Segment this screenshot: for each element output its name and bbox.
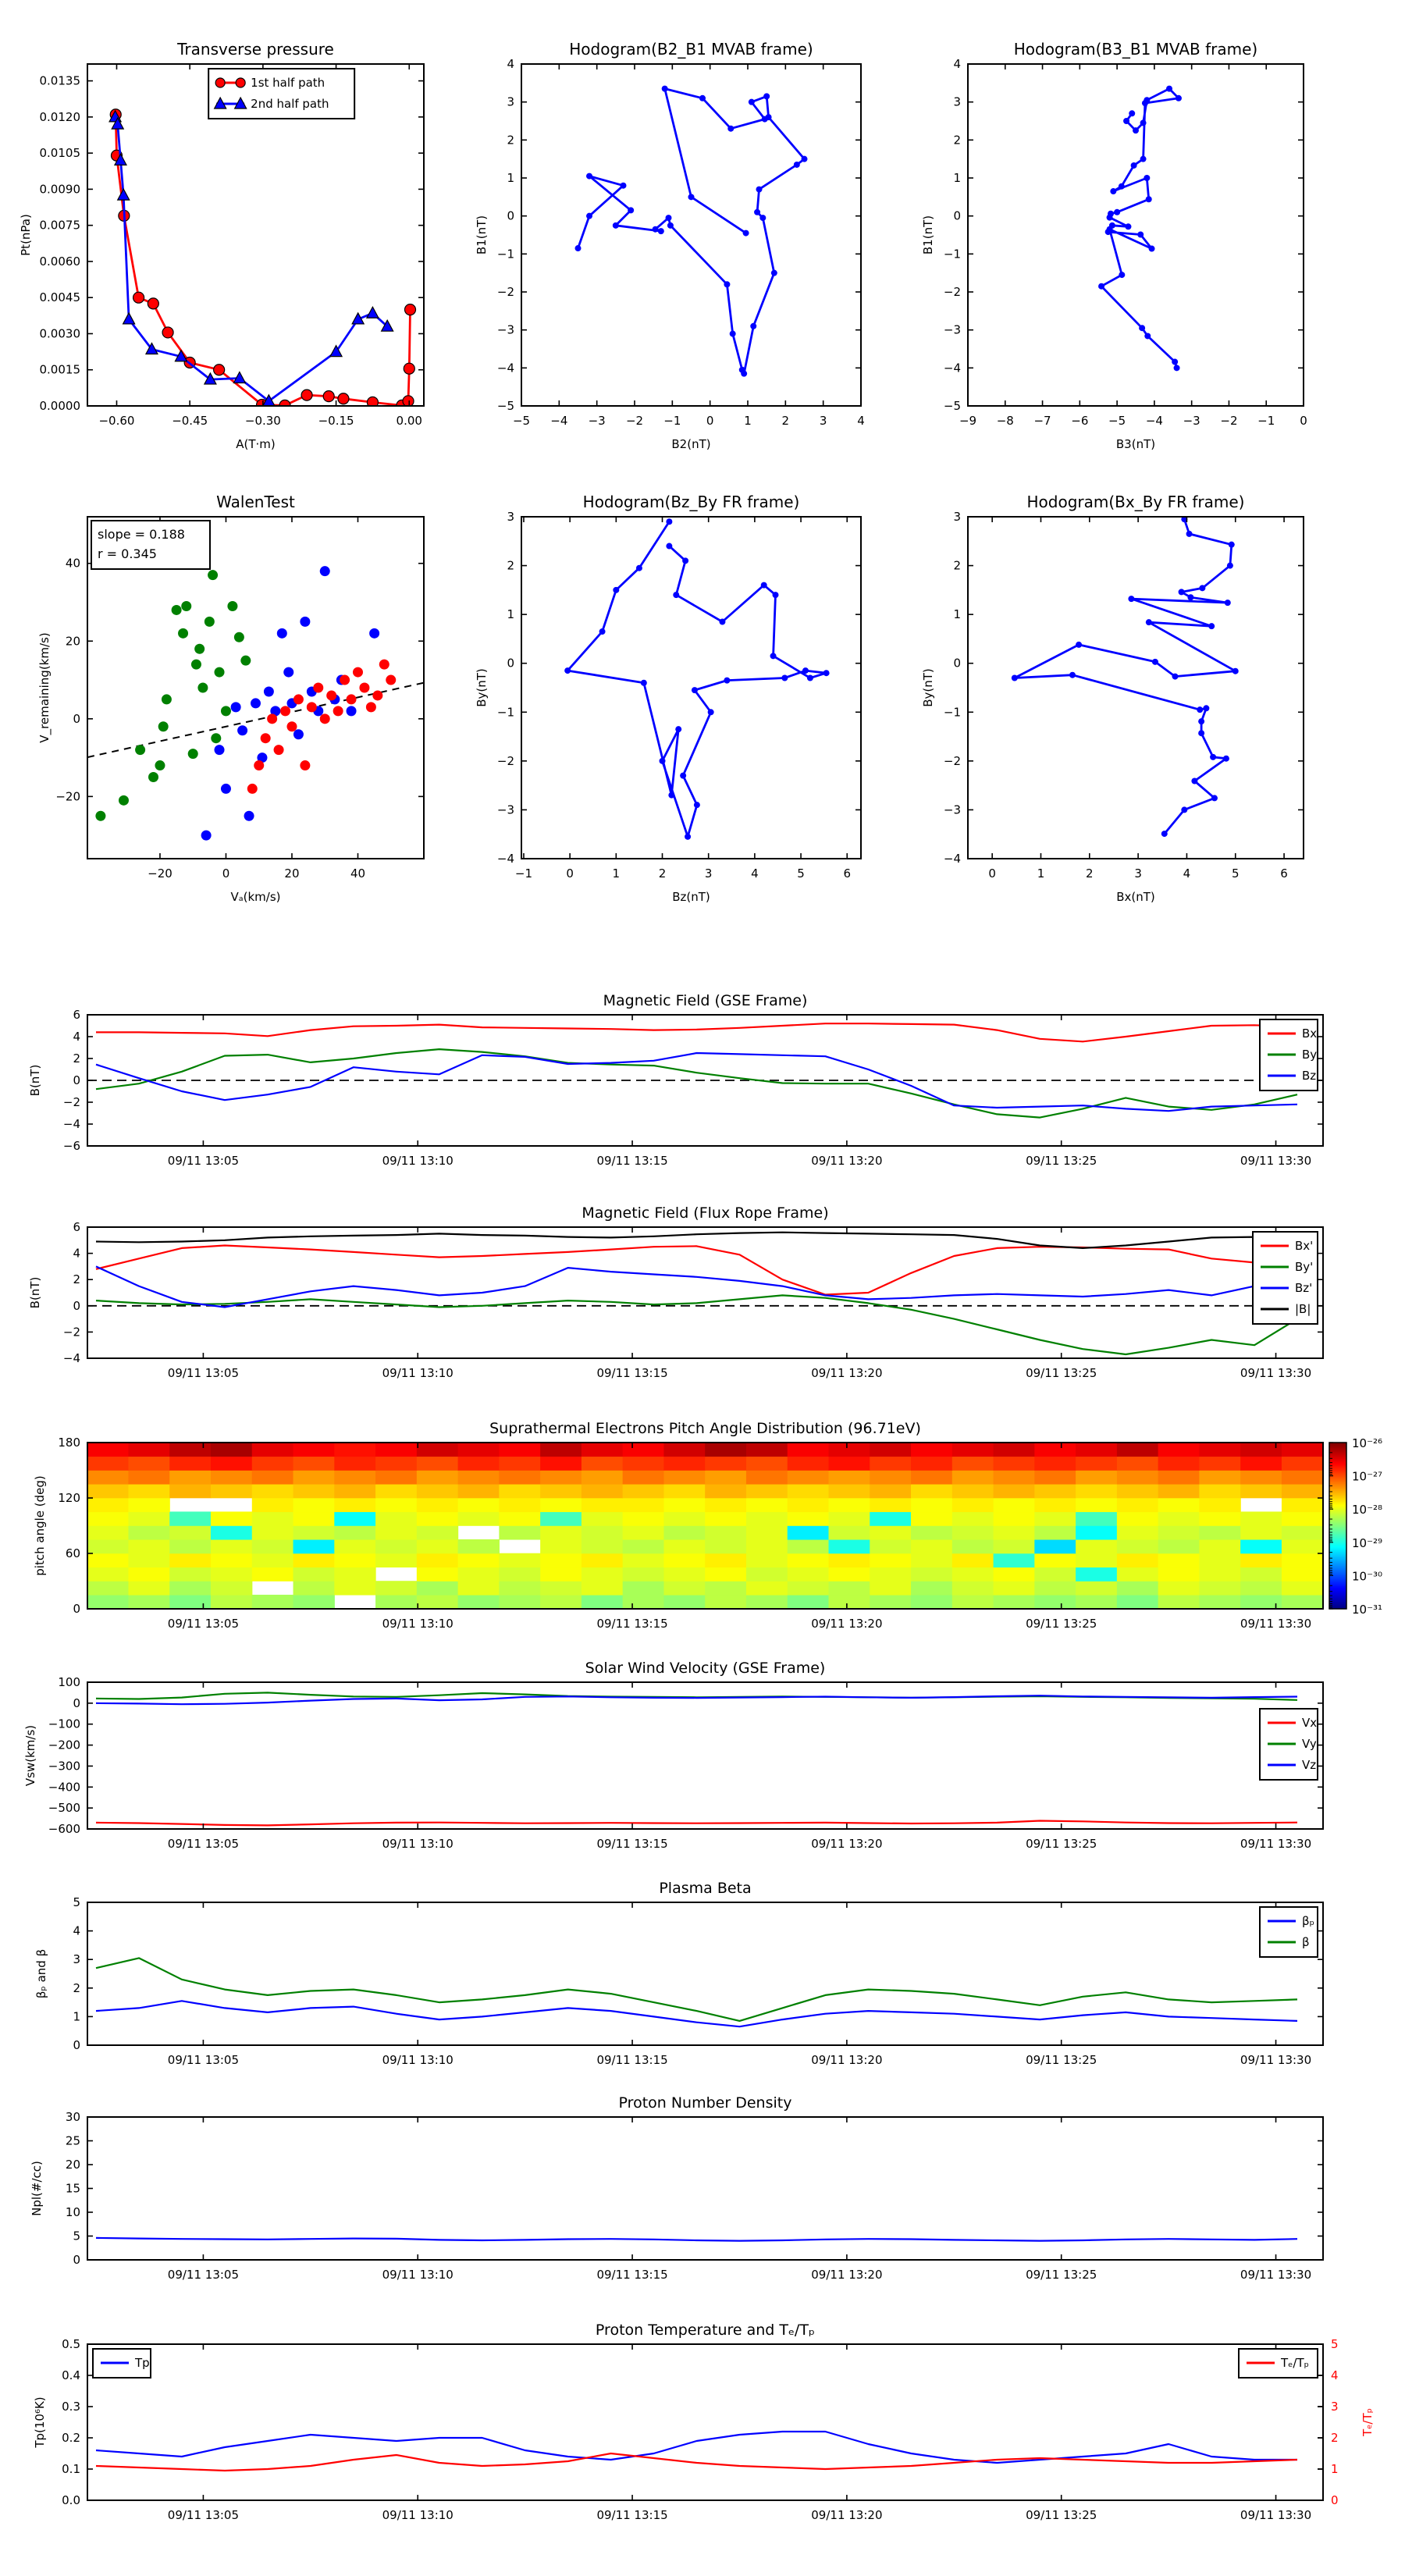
svg-text:Bx: Bx [1302, 1026, 1318, 1041]
svg-text:0: 0 [73, 1602, 80, 1616]
svg-text:Tₑ/Tₚ: Tₑ/Tₚ [1281, 2356, 1310, 2370]
svg-text:−5: −5 [512, 414, 531, 428]
svg-text:V_remaining(km/s): V_remaining(km/s) [37, 632, 52, 743]
svg-text:A(T·m): A(T·m) [236, 437, 276, 451]
svg-text:−4: −4 [496, 852, 514, 866]
svg-text:1: 1 [744, 414, 752, 428]
svg-text:09/11 13:20: 09/11 13:20 [811, 1366, 883, 1380]
svg-text:09/11 13:05: 09/11 13:05 [167, 1366, 240, 1380]
scatter-group-green [95, 570, 251, 821]
svg-text:0: 0 [988, 866, 996, 881]
svg-text:100: 100 [58, 1675, 80, 1689]
svg-text:6: 6 [73, 1220, 80, 1234]
series-Bx-By path [1015, 519, 1236, 834]
svg-text:09/11 13:25: 09/11 13:25 [1026, 2268, 1097, 2282]
svg-text:09/11 13:15: 09/11 13:15 [596, 1617, 668, 1631]
svg-text:4: 4 [751, 866, 759, 881]
svg-text:Vx: Vx [1302, 1716, 1318, 1730]
svg-text:Hodogram(Bz_By FR frame): Hodogram(Bz_By FR frame) [582, 493, 800, 511]
svg-text:Hodogram(Bx_By FR frame): Hodogram(Bx_By FR frame) [1026, 493, 1245, 511]
svg-text:0: 0 [953, 656, 961, 671]
svg-text:0.2: 0.2 [62, 2431, 80, 2445]
series-Npl [96, 2238, 1297, 2241]
svg-text:−20: −20 [148, 866, 173, 881]
svg-text:4: 4 [857, 414, 865, 428]
panel-hodogram-bz-by [475, 493, 861, 904]
svg-text:Transverse pressure: Transverse pressure [177, 40, 334, 59]
svg-text:09/11 13:15: 09/11 13:15 [596, 2508, 668, 2522]
svg-text:09/11 13:25: 09/11 13:25 [1026, 1617, 1097, 1631]
svg-text:−3: −3 [496, 802, 514, 817]
svg-text:Tp(10⁶K): Tp(10⁶K) [33, 2396, 47, 2448]
svg-text:Vy: Vy [1302, 1737, 1317, 1751]
svg-text:Bx': Bx' [1295, 1239, 1314, 1253]
plot-area-solar-wind [96, 1692, 1297, 1825]
svg-text:−1: −1 [943, 705, 961, 720]
svg-text:180: 180 [58, 1436, 80, 1450]
svg-text:Npl(#/cc): Npl(#/cc) [30, 2161, 44, 2216]
svg-text:0: 0 [73, 2038, 80, 2052]
svg-text:0.0120: 0.0120 [39, 109, 80, 124]
svg-text:slope = 0.188: slope = 0.188 [98, 527, 185, 542]
svg-text:Proton Temperature and Tₑ/Tₚ: Proton Temperature and Tₑ/Tₚ [595, 2322, 816, 2339]
svg-text:βₚ and β: βₚ and β [34, 1948, 48, 1999]
panel-hodogram-b2-b1 [475, 40, 865, 451]
series-2nd half path [116, 117, 388, 401]
svg-text:−4: −4 [62, 1117, 80, 1131]
svg-text:3: 3 [1331, 2400, 1339, 2414]
svg-text:Hodogram(B2_B1 MVAB frame): Hodogram(B2_B1 MVAB frame) [569, 40, 813, 59]
svg-text:−1: −1 [1257, 414, 1275, 428]
svg-text:Pt(nPa): Pt(nPa) [19, 214, 33, 256]
svg-text:−3: −3 [1183, 414, 1200, 428]
svg-text:1: 1 [612, 866, 621, 881]
svg-text:09/11 13:10: 09/11 13:10 [382, 1837, 454, 1851]
svg-text:10⁻³⁰: 10⁻³⁰ [1352, 1569, 1383, 1584]
svg-text:−4: −4 [62, 1351, 80, 1365]
svg-text:10⁻²⁹: 10⁻²⁹ [1352, 1535, 1383, 1550]
svg-text:1: 1 [507, 171, 514, 185]
svg-text:1: 1 [1037, 866, 1045, 881]
svg-text:0: 0 [73, 1695, 80, 1710]
svg-text:09/11 13:30: 09/11 13:30 [1240, 2053, 1312, 2067]
svg-text:09/11 13:05: 09/11 13:05 [167, 1837, 240, 1851]
svg-text:4: 4 [73, 1246, 80, 1261]
svg-text:4: 4 [73, 1030, 80, 1044]
svg-text:−1: −1 [514, 866, 533, 881]
svg-text:−1: −1 [943, 247, 961, 262]
svg-text:09/11 13:20: 09/11 13:20 [811, 2268, 883, 2282]
svg-text:09/11 13:10: 09/11 13:10 [382, 1617, 454, 1631]
legend [93, 2349, 151, 2378]
svg-text:20: 20 [65, 634, 80, 649]
svg-text:−2: −2 [943, 753, 961, 768]
svg-text:09/11 13:15: 09/11 13:15 [596, 1154, 668, 1168]
svg-text:−0.45: −0.45 [172, 414, 208, 428]
svg-text:09/11 13:05: 09/11 13:05 [167, 2508, 240, 2522]
svg-text:10⁻²⁸: 10⁻²⁸ [1352, 1503, 1383, 1517]
panel-plasma-beta [34, 1880, 1323, 2067]
svg-text:20: 20 [284, 866, 300, 881]
svg-text:09/11 13:10: 09/11 13:10 [382, 2508, 454, 2522]
svg-text:09/11 13:20: 09/11 13:20 [811, 2508, 883, 2522]
svg-text:120: 120 [58, 1491, 80, 1505]
svg-text:09/11 13:10: 09/11 13:10 [382, 2268, 454, 2282]
svg-text:0.1: 0.1 [62, 2462, 80, 2476]
svg-text:3: 3 [819, 414, 827, 428]
svg-text:−2: −2 [943, 285, 961, 299]
svg-text:Bz: Bz [1302, 1069, 1317, 1083]
svg-text:0.5: 0.5 [62, 2337, 80, 2351]
svg-text:−3: −3 [943, 802, 961, 817]
svg-text:2: 2 [507, 133, 514, 148]
svg-text:−2: −2 [496, 753, 514, 768]
svg-text:B(nT): B(nT) [28, 1276, 42, 1309]
svg-text:−400: −400 [48, 1780, 80, 1795]
svg-text:−4: −4 [550, 414, 568, 428]
svg-text:0: 0 [73, 711, 80, 726]
svg-text:09/11 13:15: 09/11 13:15 [596, 1837, 668, 1851]
svg-text:2: 2 [1086, 866, 1094, 881]
svg-text:0: 0 [73, 1073, 80, 1087]
svg-text:B(nT): B(nT) [28, 1064, 42, 1097]
svg-text:−2: −2 [625, 414, 644, 428]
svg-text:−20: −20 [55, 789, 80, 804]
svg-text:r = 0.345: r = 0.345 [98, 546, 157, 561]
svg-text:30: 30 [65, 2110, 80, 2124]
svg-text:2: 2 [507, 558, 514, 573]
plot-area-hodogram-bz-by [564, 518, 829, 840]
svg-text:Bz': Bz' [1295, 1281, 1313, 1295]
svg-text:4: 4 [1183, 866, 1191, 881]
svg-text:2: 2 [953, 558, 961, 573]
svg-text:0.0075: 0.0075 [39, 218, 80, 233]
svg-text:10⁻²⁷: 10⁻²⁷ [1352, 1469, 1383, 1484]
svg-text:0: 0 [507, 656, 514, 671]
svg-text:2: 2 [73, 1980, 80, 1995]
plot-area-hodogram-b2-b1 [575, 86, 808, 377]
svg-text:0.0105: 0.0105 [39, 146, 80, 161]
svg-text:0.0060: 0.0060 [39, 254, 80, 269]
svg-text:09/11 13:15: 09/11 13:15 [596, 2053, 668, 2067]
svg-text:By': By' [1295, 1260, 1314, 1274]
svg-text:3: 3 [1134, 866, 1142, 881]
svg-text:−600: −600 [48, 1822, 80, 1836]
svg-text:−6: −6 [1071, 414, 1089, 428]
panel-proton-temp [33, 2322, 1375, 2522]
svg-text:−0.30: −0.30 [244, 414, 281, 428]
svg-text:3: 3 [953, 510, 961, 524]
svg-text:09/11 13:10: 09/11 13:10 [382, 2053, 454, 2067]
svg-text:0.0135: 0.0135 [39, 73, 80, 88]
svg-text:3: 3 [507, 94, 514, 109]
svg-text:2: 2 [73, 1051, 80, 1066]
svg-text:1st half path: 1st half path [251, 76, 325, 90]
svg-text:−8: −8 [996, 414, 1014, 428]
svg-text:−9: −9 [959, 414, 977, 428]
svg-text:0: 0 [507, 208, 514, 223]
svg-text:2nd half path: 2nd half path [251, 97, 329, 111]
svg-text:−5: −5 [1108, 414, 1126, 428]
series-Te/Tp [96, 2453, 1297, 2471]
svg-text:Vz: Vz [1302, 1758, 1317, 1772]
svg-text:09/11 13:30: 09/11 13:30 [1240, 1154, 1312, 1168]
svg-text:−7: −7 [1033, 414, 1051, 428]
svg-text:09/11 13:10: 09/11 13:10 [382, 1366, 454, 1380]
svg-text:−4: −4 [943, 361, 961, 375]
plot-area-pitch-angle [87, 1443, 1324, 1610]
svg-text:−500: −500 [48, 1801, 80, 1816]
legend [208, 69, 354, 119]
svg-text:09/11 13:15: 09/11 13:15 [596, 2268, 668, 2282]
svg-text:Tₑ/Tₚ: Tₑ/Tₚ [1361, 2407, 1375, 2437]
svg-text:4: 4 [73, 1923, 80, 1938]
series-Bz' [96, 1258, 1297, 1308]
svg-text:1: 1 [1331, 2462, 1339, 2476]
svg-text:0: 0 [1300, 414, 1307, 428]
svg-text:5: 5 [73, 1895, 80, 1909]
svg-text:Hodogram(B3_B1 MVAB frame): Hodogram(B3_B1 MVAB frame) [1013, 40, 1258, 59]
svg-text:0: 0 [706, 414, 714, 428]
svg-text:0: 0 [73, 2253, 80, 2267]
svg-text:0.0030: 0.0030 [39, 326, 80, 341]
svg-text:−100: −100 [48, 1717, 80, 1731]
svg-text:−1: −1 [496, 705, 514, 720]
svg-text:pitch angle (deg): pitch angle (deg) [33, 1475, 47, 1576]
svg-text:−2: −2 [496, 285, 514, 299]
plot-area-proton-density [96, 2238, 1297, 2241]
svg-text:10⁻³¹: 10⁻³¹ [1352, 1603, 1383, 1617]
legend [1239, 2349, 1318, 2378]
svg-text:B3(nT): B3(nT) [1115, 437, 1156, 451]
svg-text:By: By [1302, 1048, 1318, 1062]
svg-text:20: 20 [65, 2158, 80, 2172]
svg-text:−3: −3 [496, 322, 514, 337]
annotation-box [91, 521, 210, 569]
series-B2-B1 path [578, 89, 805, 374]
svg-text:By(nT): By(nT) [921, 668, 935, 707]
svg-text:60: 60 [65, 1546, 80, 1560]
svg-text:−0.15: −0.15 [318, 414, 354, 428]
svg-text:−4: −4 [496, 361, 514, 375]
svg-text:09/11 13:25: 09/11 13:25 [1026, 2508, 1097, 2522]
plot-area-plasma-beta [96, 1958, 1297, 2026]
svg-text:Bx(nT): Bx(nT) [1116, 890, 1155, 904]
svg-text:Tp: Tp [135, 2356, 150, 2370]
svg-text:B1(nT): B1(nT) [475, 215, 489, 255]
svg-text:−4: −4 [1145, 414, 1163, 428]
svg-text:WalenTest: WalenTest [216, 493, 295, 511]
svg-text:2: 2 [658, 866, 667, 881]
panel-mag-fr [28, 1204, 1323, 1380]
panel-mag-gse [28, 992, 1323, 1168]
svg-text:Plasma Beta: Plasma Beta [659, 1880, 752, 1897]
panel-walen-test [37, 493, 424, 904]
svg-text:3: 3 [73, 1952, 80, 1967]
svg-text:−6: −6 [62, 1139, 80, 1153]
svg-text:0.3: 0.3 [62, 2400, 80, 2414]
svg-text:0.0: 0.0 [62, 2493, 80, 2507]
svg-text:Proton Number Density: Proton Number Density [618, 2094, 792, 2112]
svg-text:4: 4 [507, 57, 514, 71]
svg-text:09/11 13:30: 09/11 13:30 [1240, 1837, 1312, 1851]
svg-text:25: 25 [65, 2133, 80, 2148]
svg-text:β: β [1302, 1935, 1310, 1949]
svg-text:0.00: 0.00 [396, 414, 422, 428]
svg-text:Magnetic Field (GSE Frame): Magnetic Field (GSE Frame) [603, 992, 808, 1009]
svg-text:0: 0 [222, 866, 230, 881]
legend [1260, 1709, 1318, 1780]
scatter-group-red [247, 660, 396, 794]
svg-text:0.4: 0.4 [62, 2368, 80, 2382]
colorbar [1329, 1436, 1382, 1617]
svg-text:Vsw(km/s): Vsw(km/s) [23, 1724, 37, 1787]
series-1st half path [116, 115, 410, 406]
svg-text:−0.60: −0.60 [98, 414, 135, 428]
svg-text:09/11 13:30: 09/11 13:30 [1240, 2508, 1312, 2522]
svg-text:09/11 13:25: 09/11 13:25 [1026, 1154, 1097, 1168]
svg-text:2: 2 [73, 1272, 80, 1287]
plot-area-walen-test [87, 566, 424, 840]
panel-solar-wind [23, 1660, 1323, 1851]
svg-text:4: 4 [1331, 2368, 1339, 2382]
svg-text:09/11 13:10: 09/11 13:10 [382, 1154, 454, 1168]
series-Bx' [96, 1246, 1297, 1295]
plot-area-transverse-pressure [109, 109, 415, 411]
svg-text:09/11 13:20: 09/11 13:20 [811, 2053, 883, 2067]
svg-text:−300: −300 [48, 1759, 80, 1774]
svg-text:1: 1 [953, 607, 961, 622]
svg-text:09/11 13:05: 09/11 13:05 [167, 2268, 240, 2282]
series-Bx [96, 1023, 1297, 1041]
svg-text:−2: −2 [62, 1095, 80, 1109]
svg-text:3: 3 [704, 866, 713, 881]
svg-text:3: 3 [953, 94, 961, 109]
svg-text:6: 6 [843, 866, 852, 881]
series-Vx [96, 1821, 1297, 1826]
plot-area-mag-gse [87, 1023, 1323, 1117]
svg-text:1: 1 [73, 2009, 80, 2024]
svg-text:09/11 13:25: 09/11 13:25 [1026, 1837, 1097, 1851]
svg-text:Vₐ(km/s): Vₐ(km/s) [230, 890, 281, 904]
series-Bz [96, 1053, 1297, 1111]
series-Tp [96, 2432, 1297, 2463]
svg-text:09/11 13:05: 09/11 13:05 [167, 1617, 240, 1631]
svg-text:−1: −1 [496, 247, 514, 262]
svg-text:Magnetic Field (Flux Rope Fram: Magnetic Field (Flux Rope Frame) [582, 1204, 829, 1222]
svg-text:09/11 13:30: 09/11 13:30 [1240, 1366, 1312, 1380]
svg-text:40: 40 [65, 556, 80, 571]
svg-text:09/11 13:25: 09/11 13:25 [1026, 2053, 1097, 2067]
svg-text:09/11 13:20: 09/11 13:20 [811, 1154, 883, 1168]
svg-text:40: 40 [350, 866, 366, 881]
panel-hodogram-bx-by [921, 493, 1304, 904]
svg-text:09/11 13:15: 09/11 13:15 [596, 1366, 668, 1380]
svg-text:|B|: |B| [1295, 1302, 1311, 1316]
svg-text:−2: −2 [1220, 414, 1238, 428]
panel-proton-density [30, 2094, 1323, 2282]
svg-text:0.0000: 0.0000 [39, 399, 80, 413]
svg-text:5: 5 [797, 866, 805, 881]
svg-text:09/11 13:20: 09/11 13:20 [811, 1617, 883, 1631]
panel-pitch-angle [33, 1420, 1323, 1631]
svg-text:2: 2 [953, 133, 961, 148]
plot-area-hodogram-bx-by [1012, 516, 1239, 837]
svg-text:1: 1 [953, 171, 961, 185]
svg-text:B1(nT): B1(nT) [921, 215, 935, 255]
svg-text:0: 0 [566, 866, 574, 881]
svg-text:By(nT): By(nT) [475, 668, 489, 707]
legend [1260, 1019, 1318, 1091]
svg-text:2: 2 [781, 414, 790, 428]
svg-text:Bz(nT): Bz(nT) [672, 890, 710, 904]
svg-text:0: 0 [73, 1298, 80, 1313]
svg-text:09/11 13:25: 09/11 13:25 [1026, 1366, 1097, 1380]
svg-text:−3: −3 [588, 414, 606, 428]
svg-text:0: 0 [1331, 2493, 1339, 2507]
series-By' [96, 1295, 1297, 1354]
svg-text:2: 2 [1331, 2431, 1339, 2445]
svg-text:5: 5 [73, 2229, 80, 2243]
svg-text:−200: −200 [48, 1738, 80, 1752]
plot-area-hodogram-b3-b1 [1098, 86, 1182, 372]
legend [1260, 1907, 1318, 1957]
svg-text:−5: −5 [943, 399, 961, 413]
svg-text:5: 5 [1231, 866, 1240, 881]
svg-text:0: 0 [953, 208, 961, 223]
svg-text:3: 3 [507, 510, 514, 524]
svg-text:15: 15 [65, 2181, 80, 2196]
series-beta-p [96, 2001, 1297, 2026]
svg-text:10⁻²⁶: 10⁻²⁶ [1352, 1436, 1383, 1450]
svg-text:−2: −2 [62, 1325, 80, 1340]
svg-text:09/11 13:20: 09/11 13:20 [811, 1837, 883, 1851]
svg-text:4: 4 [953, 57, 961, 71]
svg-text:6: 6 [1280, 866, 1288, 881]
legend [1253, 1232, 1318, 1324]
svg-text:Solar Wind Velocity (GSE Frame: Solar Wind Velocity (GSE Frame) [585, 1660, 826, 1677]
svg-text:6: 6 [73, 1008, 80, 1022]
svg-text:10: 10 [65, 2205, 80, 2219]
plot-area-proton-temp [96, 2432, 1297, 2471]
svg-text:−3: −3 [943, 322, 961, 337]
svg-text:5: 5 [1331, 2337, 1339, 2351]
svg-text:0.0045: 0.0045 [39, 290, 80, 305]
svg-text:1: 1 [507, 607, 514, 622]
svg-text:Suprathermal Electrons Pitch A: Suprathermal Electrons Pitch Angle Distribution (96.71eV) [489, 1420, 921, 1437]
svg-text:09/11 13:30: 09/11 13:30 [1240, 1617, 1312, 1631]
svg-text:09/11 13:30: 09/11 13:30 [1240, 2268, 1312, 2282]
plot-area-mag-fr [87, 1233, 1323, 1354]
svg-text:B2(nT): B2(nT) [671, 437, 711, 451]
svg-text:βₚ: βₚ [1302, 1914, 1314, 1928]
svg-text:−5: −5 [496, 399, 514, 413]
svg-text:0.0015: 0.0015 [39, 362, 80, 377]
svg-text:09/11 13:05: 09/11 13:05 [167, 1154, 240, 1168]
panel-hodogram-b3-b1 [921, 40, 1307, 451]
svg-text:0.0090: 0.0090 [39, 182, 80, 197]
panel-transverse-pressure [19, 40, 424, 451]
svg-text:09/11 13:05: 09/11 13:05 [167, 2053, 240, 2067]
svg-text:−4: −4 [943, 852, 961, 866]
svg-text:−1: −1 [663, 414, 681, 428]
